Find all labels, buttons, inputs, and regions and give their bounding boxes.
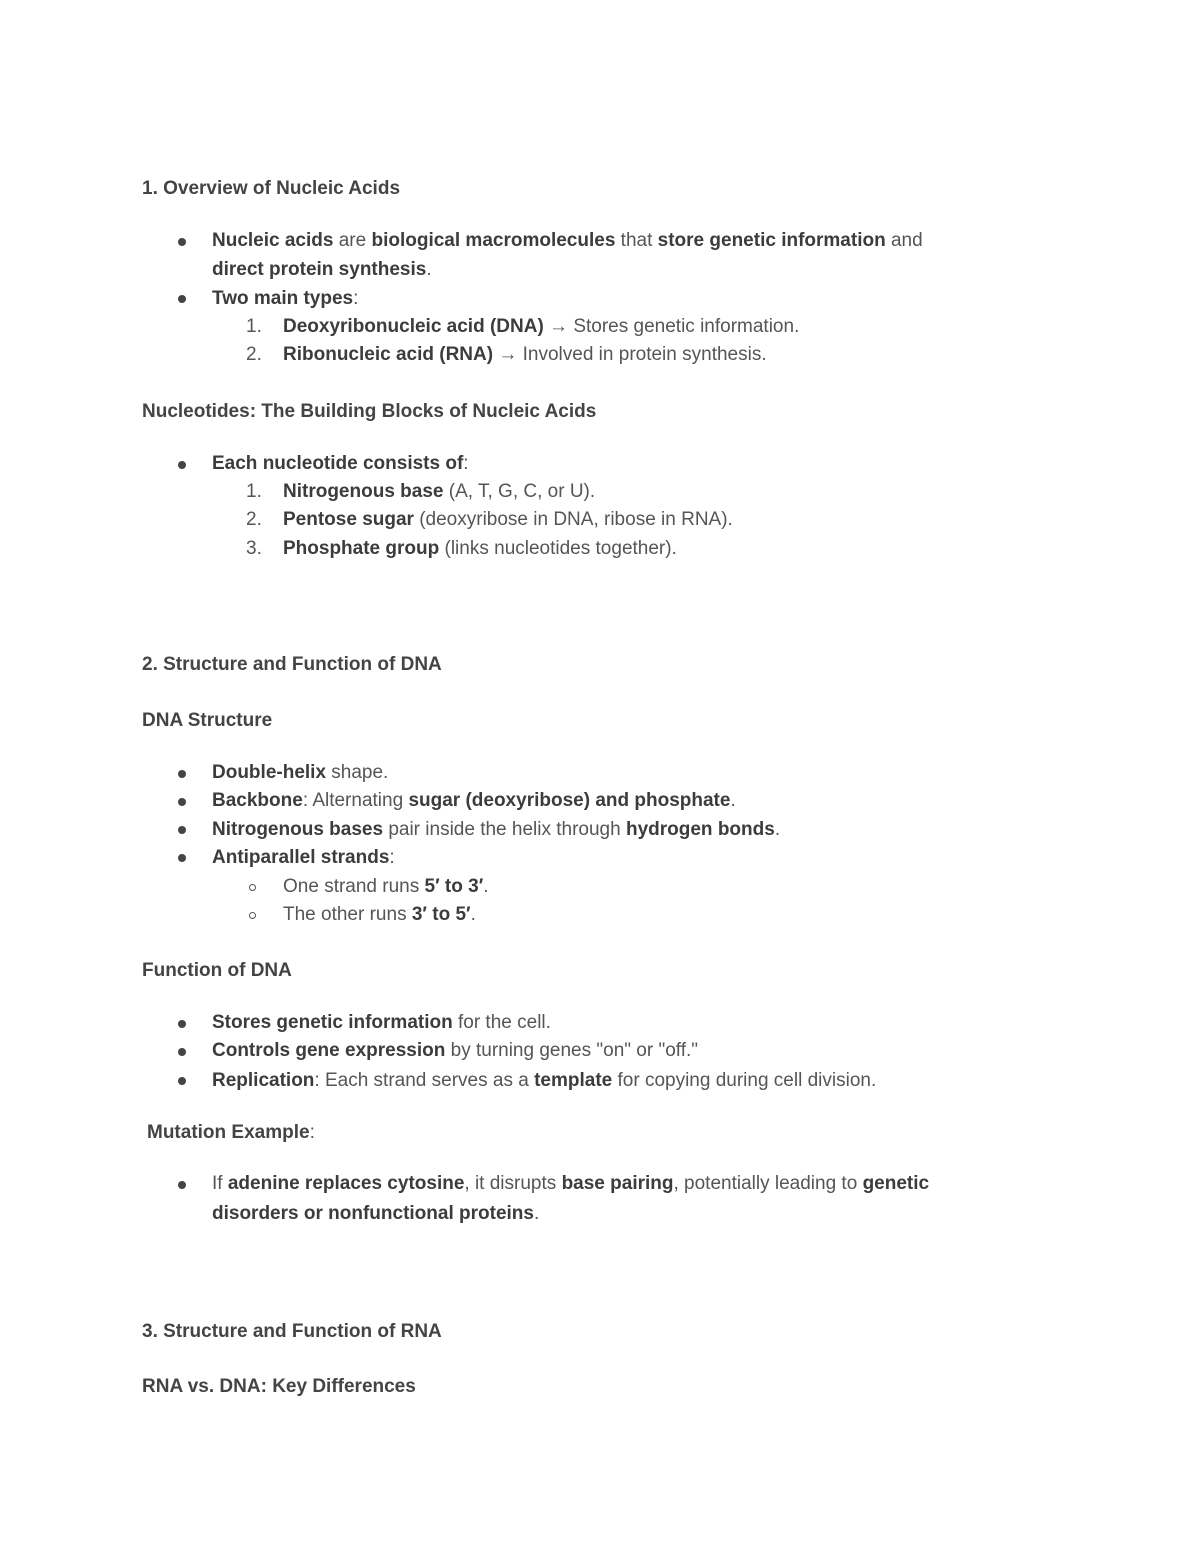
bullet-text: Replication: Each strand serves as a template for copying during cell division.: [212, 1070, 877, 1091]
section-1-heading: 1. Overview of Nucleic Acids: [142, 178, 401, 199]
rna-vs-dna-heading: RNA vs. DNA: Key Differences: [142, 1376, 416, 1397]
section-2-heading: 2. Structure and Function of DNA: [142, 654, 442, 675]
bullet-text: Nitrogenous bases pair inside the helix through hydrogen bonds.: [212, 819, 781, 840]
hollow-bullet-icon: [249, 884, 256, 891]
bullet-text: Controls gene expression by turning genes "on" or "off.": [212, 1040, 699, 1061]
nucleotides-heading: Nucleotides: The Building Blocks of Nucleic Acids: [142, 401, 597, 422]
bullet-text: Nucleic acids are biological macromolecules that store genetic information and: [212, 230, 923, 251]
bullet-text: Stores genetic information for the cell.: [212, 1012, 551, 1033]
sub-bullet-text: The other runs 3′ to 5′.: [283, 904, 476, 925]
bullet-icon: [178, 1020, 186, 1028]
list-item: Nitrogenous base (A, T, G, C, or U).: [283, 481, 596, 502]
list-number: 1.: [246, 481, 262, 502]
bullet-text: Two main types:: [212, 288, 359, 309]
bullet-icon: [178, 770, 186, 778]
list-number: 2.: [246, 344, 262, 365]
bullet-text: Antiparallel strands:: [212, 847, 395, 868]
bullet-icon: [178, 1048, 186, 1056]
bullet-icon: [178, 854, 186, 862]
list-item: Ribonucleic acid (RNA) → Involved in protein synthesis.: [283, 344, 767, 365]
bullet-icon: [178, 1181, 186, 1189]
bullet-text: If adenine replaces cytosine, it disrupts base pairing, potentially leading to genetic: [212, 1173, 930, 1194]
bullet-text: Backbone: Alternating sugar (deoxyribose) and phosphate.: [212, 790, 736, 811]
bullet-text-continued: disorders or nonfunctional proteins.: [212, 1203, 540, 1224]
list-number: 3.: [246, 538, 262, 559]
bullet-text: Double-helix shape.: [212, 762, 389, 783]
list-number: 1.: [246, 316, 262, 337]
section-3-heading: 3. Structure and Function of RNA: [142, 1321, 442, 1342]
bullet-icon: [178, 1077, 186, 1085]
bullet-icon: [178, 798, 186, 806]
mutation-example-heading: Mutation Example:: [147, 1122, 315, 1143]
bullet-icon: [178, 461, 186, 469]
bullet-icon: [178, 826, 186, 834]
dna-structure-heading: DNA Structure: [142, 710, 273, 731]
bullet-icon: [178, 295, 186, 303]
list-item: Deoxyribonucleic acid (DNA) → Stores genetic information.: [283, 316, 800, 337]
bullet-icon: [178, 238, 186, 246]
list-number: 2.: [246, 509, 262, 530]
sub-bullet-text: One strand runs 5′ to 3′.: [283, 876, 489, 897]
list-item: Phosphate group (links nucleotides together).: [283, 538, 677, 559]
dna-function-heading: Function of DNA: [142, 960, 292, 981]
list-item: Pentose sugar (deoxyribose in DNA, ribose in RNA).: [283, 509, 733, 530]
bullet-text: Each nucleotide consists of:: [212, 453, 469, 474]
hollow-bullet-icon: [249, 912, 256, 919]
bullet-text-continued: direct protein synthesis.: [212, 259, 432, 280]
